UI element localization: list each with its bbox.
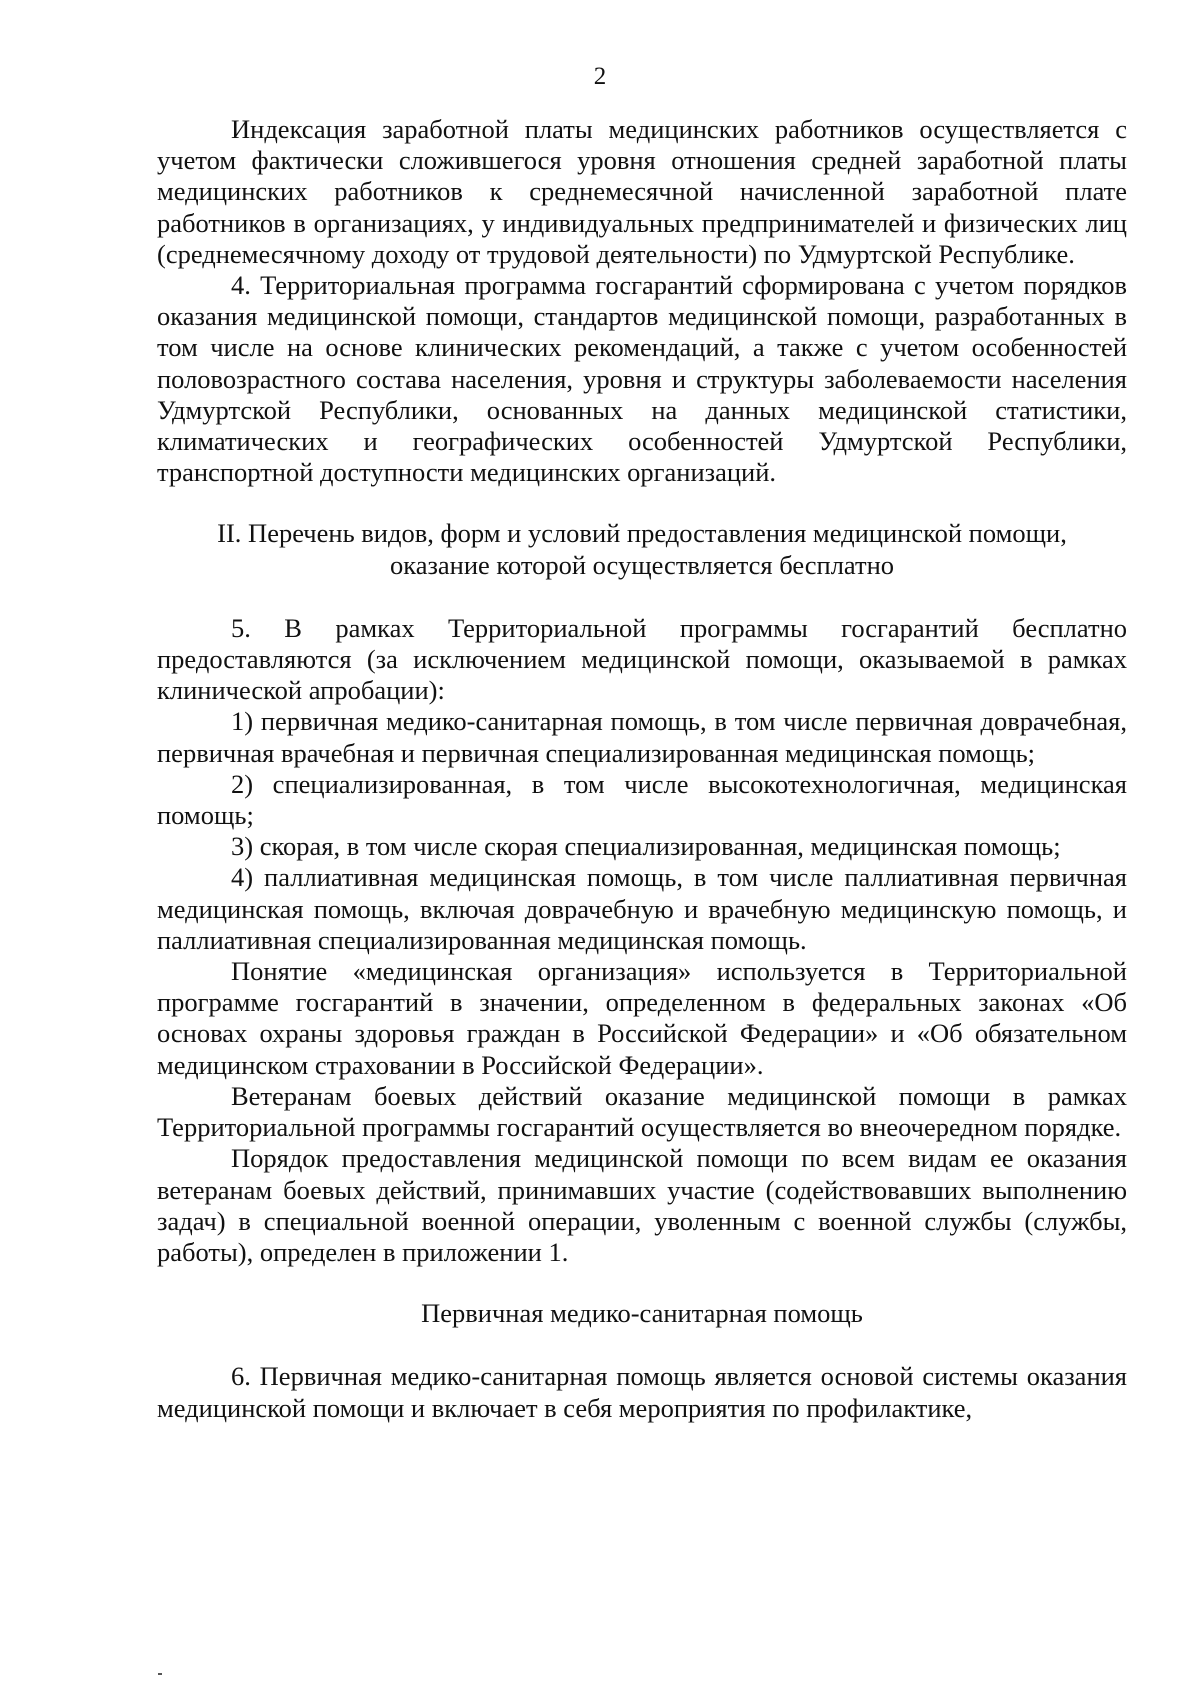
section-body xyxy=(157,613,1127,1268)
scan-artifact-mark xyxy=(158,1673,162,1675)
paragraph-item-5: 5. В рамках Территориальной программы госгарантий бесплатно предоставляются (за исключением медицинской помощи, оказываемой в рамках клинической апробации): xyxy=(157,612,1127,706)
paragraph-item-6: 6. Первичная медико-санитарная помощь является основой системы оказания медицинской помощи и включает в себя мероприятия по профилактике, xyxy=(157,1361,1127,1423)
paragraph-veterans: Ветеранам боевых действий оказание медицинской помощи в рамках Территориальной программы госгарантий осуществляется во внеочередном порядке. xyxy=(157,1080,1127,1143)
subsection-heading: Первичная медико-санитарная помощь xyxy=(421,1298,863,1329)
list-item-2: 2) специализированная, в том числе высокотехнологичная, медицинская помощь; xyxy=(157,768,1127,831)
paragraph-salary-indexation: Индексация заработной платы медицинских работников осуществляется с учетом фактически сложившегося уровня отношения средней заработной платы медицинских работников к среднемесячной начисленной заработной плате работников в организациях, у индивидуальных предпринимателей и физических лиц (среднемесячному доходу от трудовой деятельности) по Удмуртской Республике. xyxy=(157,114,1127,269)
list-item-3: 3) скорая, в том числе скорая специализированная, медицинская помощь; xyxy=(231,831,1061,862)
subsection-body xyxy=(157,1361,1127,1423)
list-item-1: 1) первичная медико-санитарная помощь, в том числе первичная доврачебная, первичная врачебная и первичная специализированная медицинская помощь; xyxy=(157,706,1127,768)
section-heading xyxy=(157,518,1127,580)
paragraph-item-4: 4. Территориальная программа госгарантий сформирована с учетом порядков оказания медицинской помощи, стандартов медицинской помощи, разработанных в том числе на основе клинических рекомендаций, а также с учетом особенностей половозрастного состава населения, уровня и структуры заболеваемости населения Удмуртской Республики, основанных на данных медицинской статистики, климатических и географических особенностей Удмуртской Республики, транспортной доступности медицинских организаций. xyxy=(157,270,1127,488)
subsection-heading-wrap xyxy=(157,1298,1127,1329)
list-item-4: 4) паллиативная медицинская помощь, в том числе паллиативная первичная медицинская помощь, включая доврачебную и врачебную медицинскую помощь, и паллиативная специализированная медицинская помощь. xyxy=(157,862,1127,955)
document-body xyxy=(157,114,1127,1424)
paragraph-veterans-order: Порядок предоставления медицинской помощи по всем видам ее оказания ветеранам боевых действий, принимавших участие (содействовавших выполнению задач) в специальной военной операции, уволенным с военной службы (службы, работы), определен в приложении 1. xyxy=(157,1143,1127,1267)
section-heading-line-1: II. Перечень видов, форм и условий предоставления медицинской помощи, xyxy=(217,518,1067,549)
paragraph-medical-organization: Понятие «медицинская организация» используется в Территориальной программе госгарантий в значении, определенном в федеральных законах «Об основах охраны здоровья граждан в Российской Федерации» и «Об обязательном медицинском страховании в Российской Федерации». xyxy=(157,956,1127,1080)
page-number: 2 xyxy=(593,63,607,90)
section-heading-line-2: оказание которой осуществляется бесплатно xyxy=(389,549,895,580)
